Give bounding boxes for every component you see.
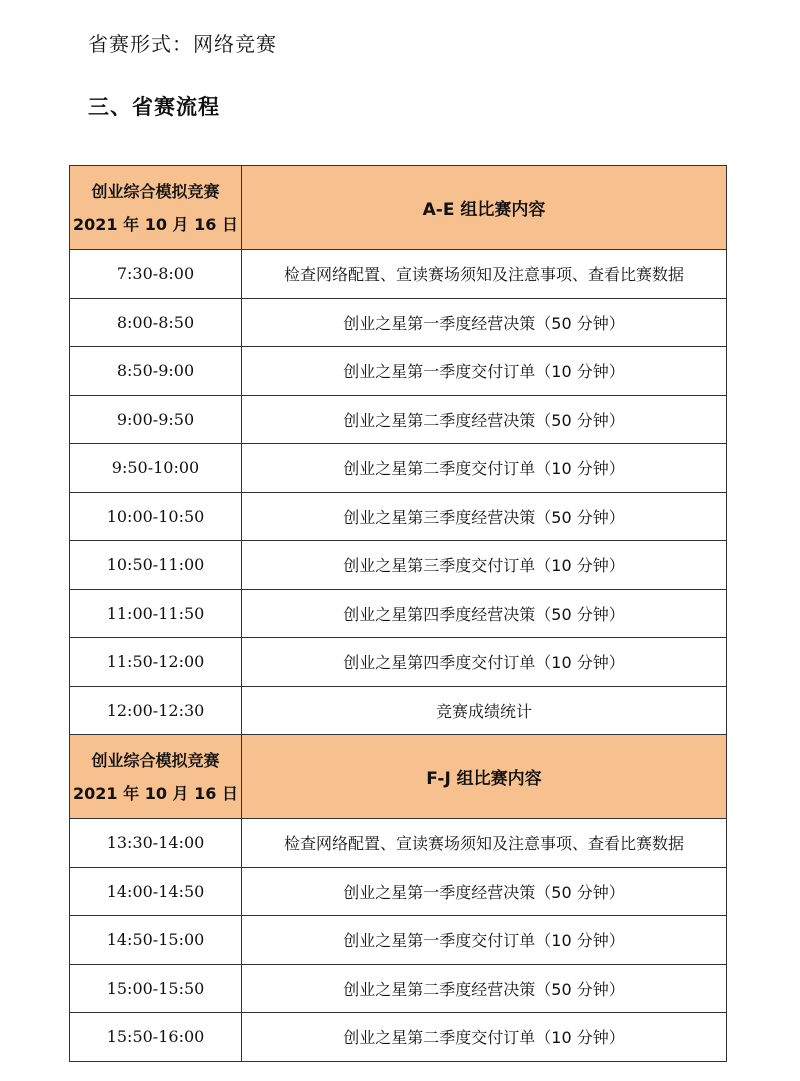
content-cell: 创业之星第三季度经营决策（50 分钟） <box>242 492 727 541</box>
table-row <box>70 250 727 299</box>
schedule-body <box>70 166 727 1062</box>
time-cell: 11:50-12:00 <box>70 638 242 687</box>
table-row <box>70 395 727 444</box>
content-cell: 竞赛成绩统计 <box>242 686 727 735</box>
block-header-content: A-E 组比赛内容 <box>242 166 727 250</box>
table-row <box>70 964 727 1013</box>
table-row <box>70 686 727 735</box>
table-row <box>70 1013 727 1062</box>
schedule-table <box>69 165 727 1062</box>
block-header-title: 创业综合模拟竞赛 <box>91 750 220 770</box>
time-cell: 13:30-14:00 <box>70 819 242 868</box>
content-cell: 检查网络配置、宣读赛场须知及注意事项、查看比赛数据 <box>242 819 727 868</box>
content-cell: 创业之星第二季度经营决策（50 分钟） <box>242 964 727 1013</box>
content-cell: 创业之星第一季度经营决策（50 分钟） <box>242 867 727 916</box>
time-cell: 8:50-9:00 <box>70 347 242 396</box>
table-row <box>70 492 727 541</box>
time-cell: 9:50-10:00 <box>70 444 242 493</box>
table-row <box>70 819 727 868</box>
content-cell: 创业之星第四季度交付订单（10 分钟） <box>242 638 727 687</box>
block-header-row-fj <box>70 735 727 819</box>
content-cell: 创业之星第一季度经营决策（50 分钟） <box>242 298 727 347</box>
table-row <box>70 444 727 493</box>
table-row <box>70 638 727 687</box>
time-cell: 15:50-16:00 <box>70 1013 242 1062</box>
time-cell: 14:50-15:00 <box>70 916 242 965</box>
content-cell: 创业之星第二季度交付订单（10 分钟） <box>242 1013 727 1062</box>
table-row <box>70 867 727 916</box>
time-cell: 14:00-14:50 <box>70 867 242 916</box>
time-cell: 10:00-10:50 <box>70 492 242 541</box>
block-header-title: 创业综合模拟竞赛 <box>91 181 220 201</box>
table-row <box>70 589 727 638</box>
time-cell: 9:00-9:50 <box>70 395 242 444</box>
block-header-date: 2021 年 10 月 16 日 <box>73 214 238 234</box>
content-cell: 检查网络配置、宣读赛场须知及注意事项、查看比赛数据 <box>242 250 727 299</box>
content-cell: 创业之星第二季度经营决策（50 分钟） <box>242 395 727 444</box>
content-cell: 创业之星第三季度交付订单（10 分钟） <box>242 541 727 590</box>
table-row <box>70 298 727 347</box>
table-row <box>70 541 727 590</box>
time-cell: 15:00-15:50 <box>70 964 242 1013</box>
block-header-date: 2021 年 10 月 16 日 <box>73 783 238 803</box>
time-cell: 8:00-8:50 <box>70 298 242 347</box>
table-row <box>70 347 727 396</box>
block-header-date-cell <box>70 735 242 819</box>
section-heading: 三、省赛流程 <box>88 95 220 119</box>
time-cell: 7:30-8:00 <box>70 250 242 299</box>
competition-format-line: 省赛形式：网络竞赛 <box>88 32 277 56</box>
content-cell: 创业之星第一季度交付订单（10 分钟） <box>242 347 727 396</box>
content-cell: 创业之星第四季度经营决策（50 分钟） <box>242 589 727 638</box>
time-cell: 11:00-11:50 <box>70 589 242 638</box>
time-cell: 10:50-11:00 <box>70 541 242 590</box>
block-header-date-cell <box>70 166 242 250</box>
content-cell: 创业之星第二季度交付订单（10 分钟） <box>242 444 727 493</box>
table-row <box>70 916 727 965</box>
time-cell: 12:00-12:30 <box>70 686 242 735</box>
content-cell: 创业之星第一季度交付订单（10 分钟） <box>242 916 727 965</box>
block-header-content: F-J 组比赛内容 <box>242 735 727 819</box>
block-header-row-ae <box>70 166 727 250</box>
